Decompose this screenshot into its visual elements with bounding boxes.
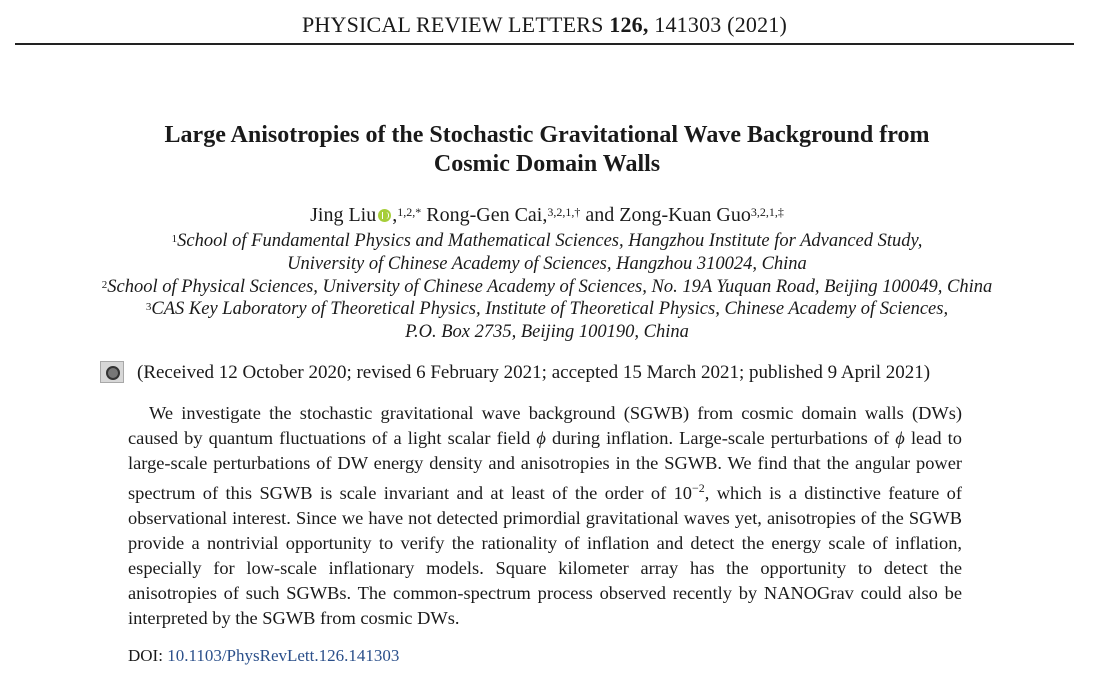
journal-name: PHYSICAL REVIEW LETTERS — [301, 12, 604, 37]
crossmark-icon[interactable] — [100, 361, 124, 383]
author-name-1[interactable]: Jing Liu — [310, 204, 377, 226]
paper-title — [0, 121, 1094, 179]
abstract — [128, 401, 962, 631]
affiliation-2-text: School of Physical Sciences, University of Chinese Academy of Sciences, No. 19A Yuquan Road, Beijing 100049, China — [107, 276, 993, 297]
title-line-1: Large Anisotropies of the Stochastic Gravitational Wave Background from — [164, 122, 930, 148]
affiliation-3-line-1 — [0, 298, 1094, 321]
doi-label: DOI: — [128, 646, 163, 665]
journal-year: (2021) — [727, 12, 788, 37]
abstract-part-2: during inflation. Large-scale perturbations of — [545, 428, 896, 448]
author-sup-2: 3,2,1,† — [547, 205, 581, 219]
author-name-3[interactable]: Zong-Kuan Guo — [619, 204, 751, 226]
affiliation-1-number: 1 — [171, 233, 178, 245]
affiliation-3-text-a: CAS Key Laboratory of Theoretical Physics, Institute of Theoretical Physics, Chinese Academy of Sciences, — [151, 299, 949, 320]
author-list: Jing Liu ,$^{1,2,*}$ Rong-Gen Cai,$^{3,2,1,\dagger}$ and Zong-Kuan Guo$^{3,2,1,\ddagger}$ — [310, 204, 784, 226]
journal-header — [15, 10, 1074, 45]
journal-citation — [15, 10, 1074, 40]
title-line-2: Cosmic Domain Walls — [433, 151, 661, 177]
affiliation-1-line-1 — [0, 230, 1094, 253]
journal-volume: 126, — [609, 12, 649, 37]
doi-line — [128, 645, 399, 667]
article-number: 141303 — [654, 12, 722, 37]
abstract-part-3: lead to large-scale perturbations of DW energy density and anisotropies in the SGWB. We find that the angular power spectrum of this SGWB is scale invariant and at least of the order of 10 — [128, 428, 962, 504]
received-text: (Received 12 October 2020; revised 6 February 2021; accepted 15 March 2021; published 9 April 2021) — [137, 362, 931, 383]
author-name-2[interactable]: Rong-Gen Cai, — [426, 204, 548, 226]
phi-symbol-2: ϕ — [895, 428, 905, 448]
doi-link[interactable]: 10.1103/PhysRevLett.126.141303 — [167, 646, 400, 665]
abstract-part-4: , which is a distinctive feature of observational interest. Since we have not detected primordial gravitational waves yet, anisotropies of the SGWB provide a nontrivial opportunity to verify the rationality of inflation and detect the energy scale of inflation, especially for low-scale inflationary models. Square kilometer array has the opportunity to detect the anisotropies of such SGWBs. The common-spectrum process observed recently by NANOGrav could also be interpreted by the SGWB from cosmic DWs. — [128, 483, 962, 629]
affiliation-1-line-2: University of Chinese Academy of Sciences, Hangzhou 310024, China — [287, 253, 807, 274]
phi-symbol-1: ϕ — [536, 428, 546, 448]
affiliations — [0, 230, 1094, 344]
orcid-icon[interactable] — [378, 209, 391, 222]
author-sup-1: 1,2,* — [397, 205, 422, 219]
affiliation-2-line-1 — [0, 276, 1094, 299]
abstract-part-1: We investigate the stochastic gravitational wave background (SGWB) from cosmic domain walls (DWs) caused by quantum fluctuations of a light scalar field — [128, 403, 962, 448]
author-sup-3: 3,2,1,‡ — [750, 205, 784, 219]
affiliation-3-line-2: P.O. Box 2735, Beijing 100190, China — [405, 322, 689, 343]
affiliation-2-number: 2 — [101, 278, 108, 291]
exponent: −2 — [691, 481, 705, 495]
affiliation-1-text-a: School of Fundamental Physics and Mathematical Sciences, Hangzhou Institute for Advanced Study, — [177, 231, 923, 251]
authors-connector: and — [585, 204, 615, 226]
received-dates — [100, 360, 1000, 386]
affiliation-3-number: 3 — [145, 301, 152, 314]
